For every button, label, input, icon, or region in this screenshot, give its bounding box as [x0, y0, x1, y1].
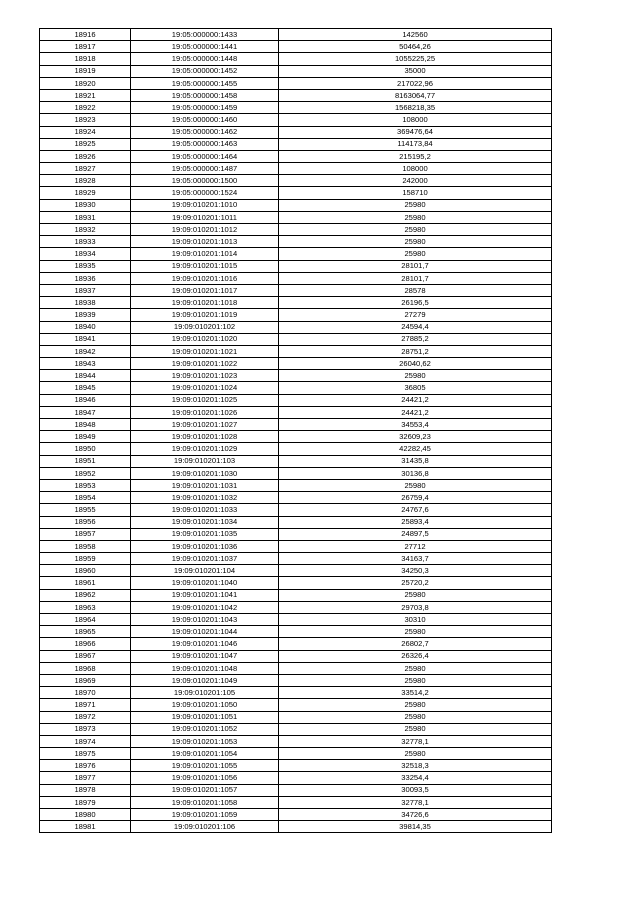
row-number-cell: 18959 — [40, 553, 131, 565]
table-row — [40, 650, 552, 662]
table-row — [40, 297, 552, 309]
table-row — [40, 601, 552, 613]
row-number-cell: 18931 — [40, 211, 131, 223]
cadastral-number-cell: 19:09:010201:1026 — [131, 406, 279, 418]
value-cell: 24897,5 — [279, 528, 552, 540]
table-row — [40, 284, 552, 296]
row-number-cell: 18944 — [40, 370, 131, 382]
value-cell: 30093,5 — [279, 784, 552, 796]
table-row — [40, 674, 552, 686]
cadastral-number-cell: 19:09:010201:1013 — [131, 236, 279, 248]
cadastral-number-cell: 19:05:000000:1460 — [131, 114, 279, 126]
value-cell: 32518,3 — [279, 760, 552, 772]
value-cell: 26326,4 — [279, 650, 552, 662]
cadastral-number-cell: 19:05:000000:1452 — [131, 65, 279, 77]
value-cell: 25980 — [279, 626, 552, 638]
table-row — [40, 370, 552, 382]
row-number-cell: 18975 — [40, 748, 131, 760]
cadastral-number-cell: 19:09:010201:1017 — [131, 284, 279, 296]
table-row — [40, 553, 552, 565]
row-number-cell: 18919 — [40, 65, 131, 77]
row-number-cell: 18939 — [40, 309, 131, 321]
cadastral-number-cell: 19:09:010201:1025 — [131, 394, 279, 406]
cadastral-number-cell: 19:09:010201:1029 — [131, 443, 279, 455]
value-cell: 32778,1 — [279, 735, 552, 747]
row-number-cell: 18977 — [40, 772, 131, 784]
cadastral-number-cell: 19:05:000000:1433 — [131, 29, 279, 41]
table-row — [40, 711, 552, 723]
row-number-cell: 18960 — [40, 565, 131, 577]
value-cell: 25980 — [279, 674, 552, 686]
value-cell: 25980 — [279, 479, 552, 491]
table-row — [40, 638, 552, 650]
value-cell: 1568218,35 — [279, 102, 552, 114]
table-row — [40, 138, 552, 150]
value-cell: 50464,26 — [279, 41, 552, 53]
table-row — [40, 260, 552, 272]
value-cell: 1055225,25 — [279, 53, 552, 65]
row-number-cell: 18941 — [40, 333, 131, 345]
table-row — [40, 662, 552, 674]
row-number-cell: 18932 — [40, 224, 131, 236]
table-row — [40, 589, 552, 601]
row-number-cell: 18952 — [40, 467, 131, 479]
value-cell: 26802,7 — [279, 638, 552, 650]
table-row — [40, 89, 552, 101]
value-cell: 25980 — [279, 370, 552, 382]
table-row — [40, 772, 552, 784]
row-number-cell: 18948 — [40, 419, 131, 431]
value-cell: 25980 — [279, 723, 552, 735]
value-cell: 42282,45 — [279, 443, 552, 455]
row-number-cell: 18925 — [40, 138, 131, 150]
value-cell: 31435,8 — [279, 455, 552, 467]
cadastral-number-cell: 19:09:010201:1050 — [131, 699, 279, 711]
cadastral-value-table — [39, 28, 552, 833]
value-cell: 33254,4 — [279, 772, 552, 784]
value-cell: 28751,2 — [279, 345, 552, 357]
row-number-cell: 18929 — [40, 187, 131, 199]
table-row — [40, 723, 552, 735]
table-row — [40, 467, 552, 479]
cadastral-number-cell: 19:09:010201:1054 — [131, 748, 279, 760]
row-number-cell: 18950 — [40, 443, 131, 455]
row-number-cell: 18970 — [40, 687, 131, 699]
row-number-cell: 18967 — [40, 650, 131, 662]
row-number-cell: 18918 — [40, 53, 131, 65]
cadastral-number-cell: 19:09:010201:1016 — [131, 272, 279, 284]
table-row — [40, 394, 552, 406]
value-cell: 34163,7 — [279, 553, 552, 565]
value-cell: 24767,6 — [279, 504, 552, 516]
table-row — [40, 735, 552, 747]
value-cell: 24421,2 — [279, 406, 552, 418]
table-row — [40, 309, 552, 321]
row-number-cell: 18922 — [40, 102, 131, 114]
cadastral-number-cell: 19:09:010201:1020 — [131, 333, 279, 345]
cadastral-number-cell: 19:09:010201:1043 — [131, 614, 279, 626]
table-body — [40, 29, 552, 833]
table-row — [40, 65, 552, 77]
cadastral-number-cell: 19:09:010201:1059 — [131, 809, 279, 821]
cadastral-number-cell: 19:09:010201:103 — [131, 455, 279, 467]
table-row — [40, 614, 552, 626]
table-row — [40, 504, 552, 516]
row-number-cell: 18936 — [40, 272, 131, 284]
row-number-cell: 18928 — [40, 175, 131, 187]
table-row — [40, 626, 552, 638]
table-row — [40, 479, 552, 491]
value-cell: 25980 — [279, 236, 552, 248]
row-number-cell: 18961 — [40, 577, 131, 589]
cadastral-number-cell: 19:09:010201:1015 — [131, 260, 279, 272]
cadastral-number-cell: 19:09:010201:1051 — [131, 711, 279, 723]
table-row — [40, 272, 552, 284]
value-cell: 25980 — [279, 199, 552, 211]
cadastral-number-cell: 19:09:010201:1030 — [131, 467, 279, 479]
value-cell: 369476,64 — [279, 126, 552, 138]
table-row — [40, 565, 552, 577]
value-cell: 114173,84 — [279, 138, 552, 150]
table-row — [40, 224, 552, 236]
table-row — [40, 699, 552, 711]
row-number-cell: 18974 — [40, 735, 131, 747]
value-cell: 29703,8 — [279, 601, 552, 613]
cadastral-number-cell: 19:09:010201:1011 — [131, 211, 279, 223]
value-cell: 30136,8 — [279, 467, 552, 479]
table-row — [40, 114, 552, 126]
cadastral-number-cell: 19:09:010201:1055 — [131, 760, 279, 772]
row-number-cell: 18958 — [40, 540, 131, 552]
value-cell: 108000 — [279, 114, 552, 126]
table-row — [40, 53, 552, 65]
value-cell: 25980 — [279, 711, 552, 723]
cadastral-number-cell: 19:05:000000:1463 — [131, 138, 279, 150]
value-cell: 25720,2 — [279, 577, 552, 589]
cadastral-number-cell: 19:09:010201:1044 — [131, 626, 279, 638]
row-number-cell: 18964 — [40, 614, 131, 626]
row-number-cell: 18947 — [40, 406, 131, 418]
value-cell: 39814,35 — [279, 821, 552, 833]
row-number-cell: 18954 — [40, 492, 131, 504]
table-row — [40, 345, 552, 357]
table-row — [40, 77, 552, 89]
row-number-cell: 18934 — [40, 248, 131, 260]
row-number-cell: 18949 — [40, 431, 131, 443]
cadastral-number-cell: 19:09:010201:1042 — [131, 601, 279, 613]
row-number-cell: 18921 — [40, 89, 131, 101]
value-cell: 36805 — [279, 382, 552, 394]
cadastral-number-cell: 19:09:010201:1023 — [131, 370, 279, 382]
row-number-cell: 18979 — [40, 796, 131, 808]
value-cell: 28578 — [279, 284, 552, 296]
row-number-cell: 18971 — [40, 699, 131, 711]
table-row — [40, 175, 552, 187]
value-cell: 34553,4 — [279, 419, 552, 431]
row-number-cell: 18978 — [40, 784, 131, 796]
cadastral-number-cell: 19:09:010201:1037 — [131, 553, 279, 565]
cadastral-number-cell: 19:09:010201:1058 — [131, 796, 279, 808]
row-number-cell: 18940 — [40, 321, 131, 333]
value-cell: 25980 — [279, 224, 552, 236]
table-row — [40, 321, 552, 333]
table-row — [40, 382, 552, 394]
cadastral-number-cell: 19:09:010201:1018 — [131, 297, 279, 309]
row-number-cell: 18973 — [40, 723, 131, 735]
cadastral-number-cell: 19:09:010201:1046 — [131, 638, 279, 650]
cadastral-number-cell: 19:09:010201:1021 — [131, 345, 279, 357]
table-row — [40, 748, 552, 760]
cadastral-number-cell: 19:09:010201:1036 — [131, 540, 279, 552]
row-number-cell: 18927 — [40, 163, 131, 175]
table-row — [40, 540, 552, 552]
cadastral-number-cell: 19:09:010201:102 — [131, 321, 279, 333]
cadastral-number-cell: 19:09:010201:1033 — [131, 504, 279, 516]
cadastral-number-cell: 19:09:010201:1041 — [131, 589, 279, 601]
table-row — [40, 492, 552, 504]
row-number-cell: 18930 — [40, 199, 131, 211]
row-number-cell: 18942 — [40, 345, 131, 357]
table-row — [40, 516, 552, 528]
cadastral-number-cell: 19:09:010201:1053 — [131, 735, 279, 747]
cadastral-number-cell: 19:09:010201:1028 — [131, 431, 279, 443]
table-row — [40, 796, 552, 808]
table-row — [40, 248, 552, 260]
row-number-cell: 18920 — [40, 77, 131, 89]
cadastral-number-cell: 19:09:010201:1032 — [131, 492, 279, 504]
row-number-cell: 18926 — [40, 150, 131, 162]
cadastral-number-cell: 19:05:000000:1500 — [131, 175, 279, 187]
cadastral-number-cell: 19:09:010201:1048 — [131, 662, 279, 674]
value-cell: 25980 — [279, 589, 552, 601]
row-number-cell: 18956 — [40, 516, 131, 528]
row-number-cell: 18924 — [40, 126, 131, 138]
value-cell: 25980 — [279, 662, 552, 674]
cadastral-number-cell: 19:05:000000:1487 — [131, 163, 279, 175]
row-number-cell: 18963 — [40, 601, 131, 613]
value-cell: 158710 — [279, 187, 552, 199]
cadastral-number-cell: 19:09:010201:105 — [131, 687, 279, 699]
row-number-cell: 18955 — [40, 504, 131, 516]
table-row — [40, 687, 552, 699]
value-cell: 25893,4 — [279, 516, 552, 528]
table-row — [40, 163, 552, 175]
table-row — [40, 29, 552, 41]
value-cell: 27885,2 — [279, 333, 552, 345]
cadastral-number-cell: 19:09:010201:1056 — [131, 772, 279, 784]
value-cell: 28101,7 — [279, 272, 552, 284]
table-row — [40, 236, 552, 248]
row-number-cell: 18981 — [40, 821, 131, 833]
value-cell: 26759,4 — [279, 492, 552, 504]
value-cell: 30310 — [279, 614, 552, 626]
row-number-cell: 18951 — [40, 455, 131, 467]
cadastral-number-cell: 19:09:010201:1034 — [131, 516, 279, 528]
table-row — [40, 126, 552, 138]
table-row — [40, 577, 552, 589]
table-row — [40, 102, 552, 114]
table-row — [40, 333, 552, 345]
value-cell: 33514,2 — [279, 687, 552, 699]
cadastral-number-cell: 19:09:010201:1049 — [131, 674, 279, 686]
cadastral-number-cell: 19:05:000000:1441 — [131, 41, 279, 53]
cadastral-number-cell: 19:09:010201:1057 — [131, 784, 279, 796]
row-number-cell: 18962 — [40, 589, 131, 601]
table-row — [40, 41, 552, 53]
value-cell: 32778,1 — [279, 796, 552, 808]
table-row — [40, 528, 552, 540]
table-row — [40, 150, 552, 162]
row-number-cell: 18965 — [40, 626, 131, 638]
row-number-cell: 18980 — [40, 809, 131, 821]
value-cell: 25980 — [279, 748, 552, 760]
row-number-cell: 18957 — [40, 528, 131, 540]
cadastral-number-cell: 19:09:010201:1027 — [131, 419, 279, 431]
value-cell: 32609,23 — [279, 431, 552, 443]
cadastral-number-cell: 19:09:010201:1012 — [131, 224, 279, 236]
value-cell: 24594,4 — [279, 321, 552, 333]
value-cell: 215195,2 — [279, 150, 552, 162]
row-number-cell: 18938 — [40, 297, 131, 309]
value-cell: 25980 — [279, 248, 552, 260]
cadastral-number-cell: 19:05:000000:1462 — [131, 126, 279, 138]
value-cell: 8163064,77 — [279, 89, 552, 101]
row-number-cell: 18966 — [40, 638, 131, 650]
row-number-cell: 18945 — [40, 382, 131, 394]
value-cell: 24421,2 — [279, 394, 552, 406]
value-cell: 242000 — [279, 175, 552, 187]
value-cell: 25980 — [279, 699, 552, 711]
row-number-cell: 18943 — [40, 358, 131, 370]
value-cell: 26040,62 — [279, 358, 552, 370]
table-row — [40, 431, 552, 443]
value-cell: 26196,5 — [279, 297, 552, 309]
table-row — [40, 199, 552, 211]
row-number-cell: 18935 — [40, 260, 131, 272]
row-number-cell: 18916 — [40, 29, 131, 41]
row-number-cell: 18946 — [40, 394, 131, 406]
cadastral-number-cell: 19:05:000000:1455 — [131, 77, 279, 89]
cadastral-number-cell: 19:09:010201:1035 — [131, 528, 279, 540]
table-row — [40, 443, 552, 455]
cadastral-number-cell: 19:09:010201:1010 — [131, 199, 279, 211]
value-cell: 217022,96 — [279, 77, 552, 89]
value-cell: 28101,7 — [279, 260, 552, 272]
cadastral-number-cell: 19:09:010201:106 — [131, 821, 279, 833]
table-row — [40, 211, 552, 223]
cadastral-number-cell: 19:09:010201:1047 — [131, 650, 279, 662]
table-row — [40, 455, 552, 467]
row-number-cell: 18976 — [40, 760, 131, 772]
value-cell: 108000 — [279, 163, 552, 175]
table-row — [40, 809, 552, 821]
cadastral-number-cell: 19:09:010201:1014 — [131, 248, 279, 260]
value-cell: 142560 — [279, 29, 552, 41]
table-row — [40, 406, 552, 418]
value-cell: 27712 — [279, 540, 552, 552]
value-cell: 25980 — [279, 211, 552, 223]
value-cell: 27279 — [279, 309, 552, 321]
row-number-cell: 18953 — [40, 479, 131, 491]
cadastral-number-cell: 19:09:010201:104 — [131, 565, 279, 577]
cadastral-number-cell: 19:09:010201:1040 — [131, 577, 279, 589]
value-cell: 35000 — [279, 65, 552, 77]
cadastral-number-cell: 19:09:010201:1024 — [131, 382, 279, 394]
table-row — [40, 419, 552, 431]
table-row — [40, 760, 552, 772]
row-number-cell: 18937 — [40, 284, 131, 296]
cadastral-number-cell: 19:05:000000:1458 — [131, 89, 279, 101]
value-cell: 34726,6 — [279, 809, 552, 821]
cadastral-number-cell: 19:09:010201:1019 — [131, 309, 279, 321]
row-number-cell: 18969 — [40, 674, 131, 686]
table-row — [40, 187, 552, 199]
value-cell: 34250,3 — [279, 565, 552, 577]
cadastral-number-cell: 19:05:000000:1459 — [131, 102, 279, 114]
cadastral-number-cell: 19:05:000000:1448 — [131, 53, 279, 65]
cadastral-number-cell: 19:05:000000:1524 — [131, 187, 279, 199]
row-number-cell: 18972 — [40, 711, 131, 723]
cadastral-number-cell: 19:09:010201:1031 — [131, 479, 279, 491]
row-number-cell: 18917 — [40, 41, 131, 53]
row-number-cell: 18923 — [40, 114, 131, 126]
row-number-cell: 18968 — [40, 662, 131, 674]
table-row — [40, 358, 552, 370]
row-number-cell: 18933 — [40, 236, 131, 248]
cadastral-number-cell: 19:09:010201:1022 — [131, 358, 279, 370]
cadastral-number-cell: 19:05:000000:1464 — [131, 150, 279, 162]
table-row — [40, 784, 552, 796]
cadastral-number-cell: 19:09:010201:1052 — [131, 723, 279, 735]
table-row — [40, 821, 552, 833]
